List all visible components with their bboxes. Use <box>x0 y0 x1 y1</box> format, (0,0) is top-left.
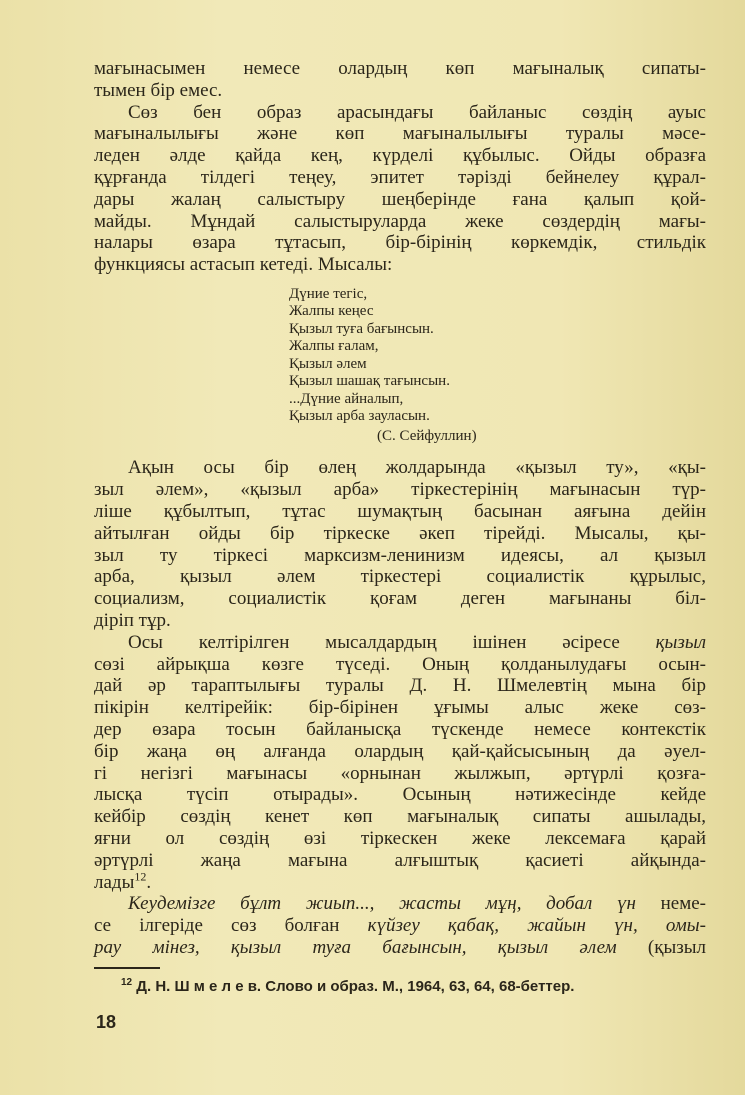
text-segment: Ақын осы бір өлең жолдарында «қызыл ту», «қы- <box>128 457 706 479</box>
text-line <box>94 123 706 145</box>
text-segment: дары жалаң салыстыру шеңберінде ғана қалып қой- <box>94 188 706 210</box>
text-segment: айтылған ойды бір тіркеске әкеп тірейді. Мысалы, қы- <box>94 522 706 544</box>
text-segment: се ілгеріде сөз болған <box>94 915 368 937</box>
text-line <box>94 784 706 806</box>
text-segment: тымен бір емес. <box>94 79 223 101</box>
paragraph-shmelev-quote <box>94 632 706 894</box>
poem-line: Қызыл әлем <box>289 355 367 372</box>
text-line <box>94 545 706 567</box>
text-line <box>94 806 706 828</box>
text-segment: функциясы астасып кетеді. Мысалы: <box>94 254 393 276</box>
page-body <box>94 58 706 1033</box>
italic-text: қызыл <box>655 631 706 653</box>
text-segment: әртүрлі жаңа мағына алғыштық қасиеті айқында- <box>94 849 706 871</box>
text-line <box>94 893 706 915</box>
footnote-text: Д. Н. Ш м е л е в. Слово и образ. М., 1964, 63, 64, 68-беттер. <box>136 977 575 995</box>
text-segment: құрғанда тілдегі теңеу, эпитет тәрізді бейнелеу құрал- <box>94 166 706 188</box>
text-line <box>94 80 706 102</box>
text-line <box>94 102 706 124</box>
text-line <box>94 828 706 850</box>
text-segment: гі негізгі мағынасы «орнынан жылжып, әртүрлі қозға- <box>94 762 706 784</box>
text-segment: Осы келтірілген мысалдардың ішінен әсіресе <box>128 631 656 653</box>
text-segment: діріп тұр. <box>94 610 171 632</box>
text-line <box>94 719 706 741</box>
text-segment: дай әр тараптылығы туралы Д. Н. Шмелевтің мына бір <box>94 675 706 697</box>
text-line <box>94 211 706 233</box>
text-segment: арба, қызыл әлем тіркестері социалистік құрылыс, <box>94 566 706 588</box>
poem-author: (С. Сейфуллин) <box>377 427 477 444</box>
text-segment: зыл әлем», «қызыл арба» тіркестерінің мағынасын түр- <box>94 479 706 501</box>
text-segment: дер өзара тосын байланысқа түскенде немесе контекстік <box>94 719 706 741</box>
text-line <box>94 167 706 189</box>
text-segment: леден әлде қайда кең, күрделі құбылыс. Ойды образға <box>94 145 706 167</box>
text-line <box>94 741 706 763</box>
text-line <box>94 654 706 676</box>
text-segment: майды. Мұндай салыстыруларда жеке сөздердің мағы- <box>94 210 706 232</box>
text-line <box>94 566 706 588</box>
poem-line: ...Дүние айналып, <box>289 390 404 407</box>
italic-text: күйзеу қабақ, жайын үн, омы- <box>367 915 706 937</box>
footnote-divider <box>94 967 160 969</box>
poem-line: Қызыл арба зауласын. <box>289 408 430 425</box>
text-line <box>94 632 706 654</box>
text-segment: пікірін келтірейік: бір-бірінен ұғымы алыс жеке сөз- <box>94 697 706 719</box>
paragraph-italic-examples <box>94 893 706 958</box>
text-line <box>94 915 706 937</box>
text-line <box>94 457 706 479</box>
text-segment: налары өзара тұтасып, бір-бірінің көркемдік, стильдік <box>94 232 706 254</box>
text-segment: яғни ол сөздің өзі тіркескен жеке лексемаға қарай <box>94 828 706 850</box>
italic-text: рау мінез, қызыл туға бағынсын, қызыл әлем <box>94 937 617 958</box>
text-line <box>94 501 706 523</box>
poem-line: Жалпы кеңес <box>289 303 374 320</box>
text-line <box>94 588 706 610</box>
footnote <box>121 978 706 996</box>
text-line <box>94 232 706 254</box>
paragraph-poet-analysis <box>94 457 706 631</box>
page-number: 18 <box>96 1011 117 1032</box>
text-line <box>94 189 706 211</box>
text-segment: неме- <box>635 893 706 915</box>
text-line <box>94 675 706 697</box>
poem-line: Қызыл шашақ тағынсын. <box>289 373 450 390</box>
poem-quote <box>289 286 706 446</box>
text-line <box>94 850 706 872</box>
text-segment: мағынасымен немесе олардың көп мағыналық сипаты- <box>94 58 706 79</box>
text-segment: (қызыл <box>616 937 707 958</box>
text-line <box>94 763 706 785</box>
text-line <box>94 697 706 719</box>
italic-text: Кеудемізге бұлт жиып..., жасты мұң, добал үн <box>128 893 636 915</box>
footnote-reference[interactable]: 12 <box>134 869 147 884</box>
text-segment: социализм, социалистік қоғам деген мағынаны біл- <box>94 588 706 610</box>
paragraph-continuation <box>94 58 706 102</box>
poem-line: Қызыл туға бағынсын. <box>289 320 434 337</box>
paragraph-word-and-image <box>94 102 706 276</box>
text-line <box>94 523 706 545</box>
text-segment: бір жаңа өң алғанда олардың қай-қайсысының да әуел- <box>94 740 706 762</box>
text-segment: Сөз бен образ арасындағы байланыс сөздің ауыс <box>128 101 706 123</box>
poem-line: Дүние тегіс, <box>289 285 368 302</box>
footnote-number: 12 <box>121 976 133 988</box>
text-line <box>94 937 706 959</box>
text-segment: зыл ту тіркесі марксизм-ленинизм идеясы, ал қызыл <box>94 544 706 566</box>
text-line <box>94 145 706 167</box>
text-segment: ліше құбылтып, тұтас шумақтың басынан аяғына дейін <box>94 501 706 523</box>
text-line <box>94 610 706 632</box>
text-line <box>94 869 706 894</box>
text-segment: лады <box>94 871 135 893</box>
text-segment: лысқа түсіп отырады». Осының нәтижесінде кейде <box>94 784 706 806</box>
text-segment: мағыналылығы және көп мағыналылығы туралы мәсе- <box>94 123 706 145</box>
text-segment: сөзі айрықша көзге түседі. Оның қолданылудағы осын- <box>94 653 706 675</box>
text-segment: . <box>146 871 152 893</box>
text-line <box>94 254 706 276</box>
text-line <box>94 479 706 501</box>
poem-line: Жалпы ғалам, <box>289 338 379 355</box>
text-line <box>94 58 706 80</box>
text-segment: кейбір сөздің кенет көп мағыналық сипаты ашылады, <box>94 806 706 828</box>
